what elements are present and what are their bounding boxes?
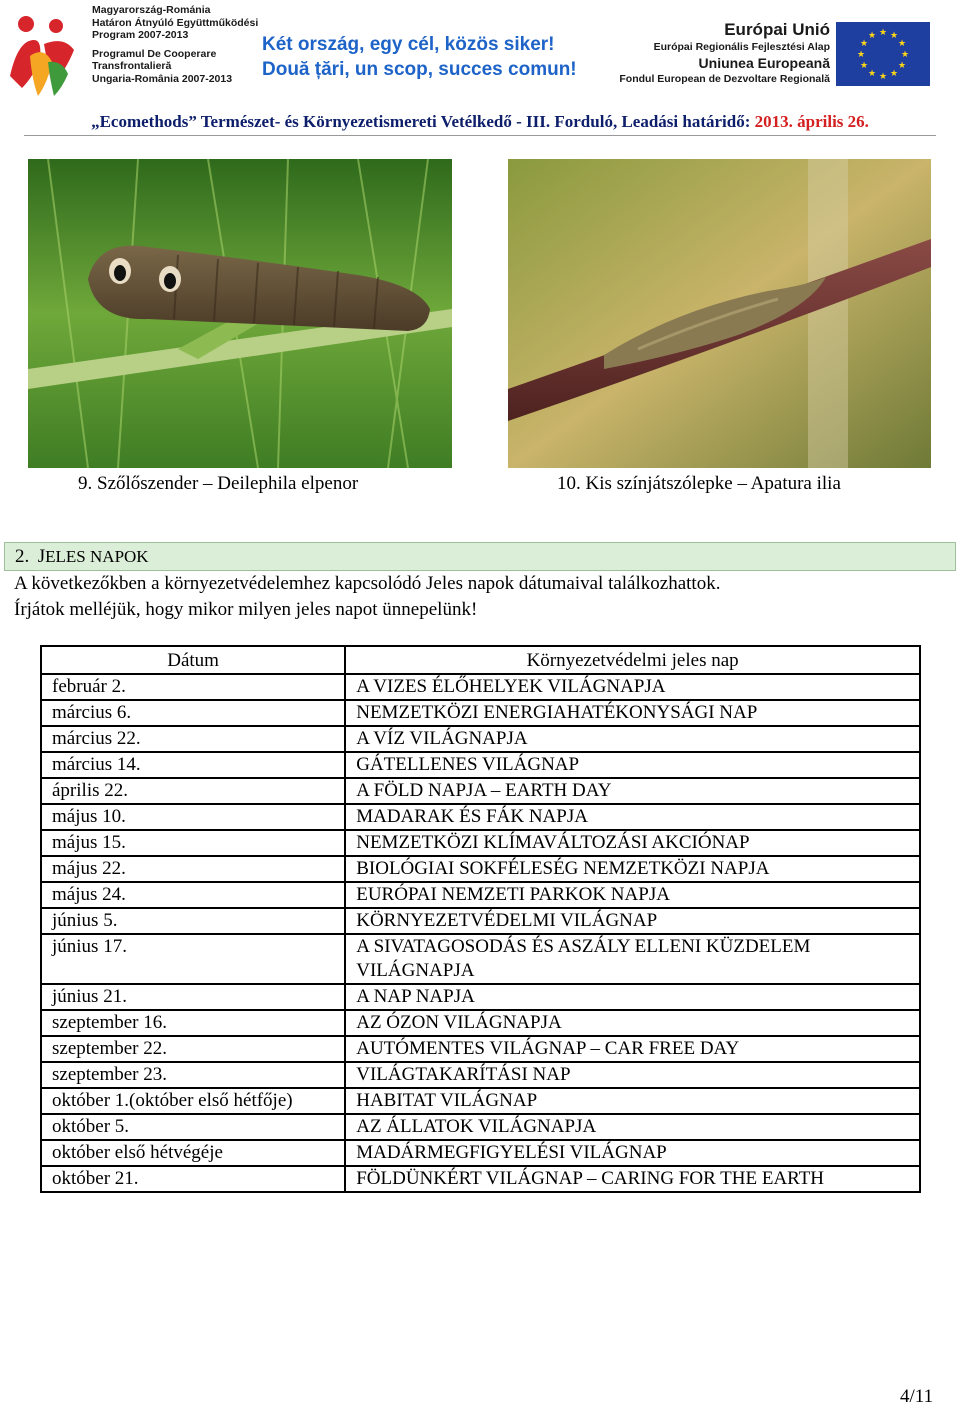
photo-caption-9: 9. Szőlőszender – Deilephila elpenor (78, 473, 359, 494)
page-header-title: „Ecomethods” Természet- és Környezetismereti Vetélkedő - III. Forduló, Leadási határidő: 2013. április 26. (91, 112, 869, 131)
jeles-nap-cell: NEMZETKÖZI KLÍMAVÁLTOZÁSI AKCIÓNAP (345, 830, 920, 856)
jeles-nap-cell: EURÓPAI NEMZETI PARKOK NAPJA (345, 882, 920, 908)
photo-elephant-hawk-moth-caterpillar (28, 159, 452, 468)
table-row (41, 830, 920, 856)
jeles-nap-cell: VILÁGTAKARÍTÁSI NAP (345, 1062, 920, 1088)
table-row (41, 726, 920, 752)
table-row (41, 984, 920, 1010)
date-cell: október első hétvégéje (41, 1140, 345, 1166)
date-cell: június 5. (41, 908, 345, 934)
slogan: Két ország, egy cél, közös siker! Două țări, un scop, succes comun! (262, 34, 577, 80)
jeles-nap-cell: HABITAT VILÁGNAP (345, 1088, 920, 1114)
eu-flag-icon (836, 22, 930, 86)
date-cell: október 5. (41, 1114, 345, 1140)
table-row (41, 1140, 920, 1166)
table-row (41, 856, 920, 882)
section-heading: 2. JELES NAPOK (4, 542, 956, 571)
table-row (41, 804, 920, 830)
date-cell: május 15. (41, 830, 345, 856)
jeles-nap-cell: A VIZES ÉLŐHELYEK VILÁGNAPJA (345, 674, 920, 700)
date-cell: szeptember 23. (41, 1062, 345, 1088)
table-row (41, 934, 920, 984)
svg-text:★: ★ (900, 50, 910, 60)
programme-logo (4, 6, 84, 98)
column-header-day: Környezetvédelmi jeles nap (345, 646, 920, 674)
table-row (41, 1036, 920, 1062)
date-cell: szeptember 16. (41, 1010, 345, 1036)
date-cell: május 22. (41, 856, 345, 882)
table-row (41, 1114, 920, 1140)
svg-text:★: ★ (897, 39, 907, 49)
table-row (41, 1010, 920, 1036)
header-divider (24, 135, 936, 136)
svg-text:★: ★ (897, 61, 907, 71)
svg-text:★: ★ (889, 31, 899, 41)
jeles-nap-cell: A NAP NAPJA (345, 984, 920, 1010)
date-cell: október 21. (41, 1166, 345, 1192)
table-row (41, 1166, 920, 1192)
jeles-nap-cell: MADÁRMEGFIGYELÉSI VILÁGNAP (345, 1140, 920, 1166)
date-cell: június 21. (41, 984, 345, 1010)
table-row (41, 674, 920, 700)
svg-text:★: ★ (867, 69, 877, 79)
jeles-nap-cell: MADARAK ÉS FÁK NAPJA (345, 804, 920, 830)
date-cell: március 14. (41, 752, 345, 778)
table-row (41, 700, 920, 726)
svg-text:★: ★ (859, 61, 869, 71)
jeles-nap-cell: A SIVATAGOSODÁS ÉS ASZÁLY ELLENI KÜZDELEM VILÁGNAPJA (345, 934, 920, 984)
eu-funding-text: Európai Unió Európai Regionális Fejlesztési Alap Uniunea Europeană Fondul European de Dezvoltare Regională (619, 20, 830, 85)
svg-text:★: ★ (856, 50, 866, 60)
jeles-nap-cell: GÁTELLENES VILÁGNAP (345, 752, 920, 778)
date-cell: március 22. (41, 726, 345, 752)
table-row (41, 778, 920, 804)
table-row (41, 1062, 920, 1088)
jeles-nap-cell: NEMZETKÖZI ENERGIAHATÉKONYSÁGI NAP (345, 700, 920, 726)
date-cell: október 1.(október első hétfője) (41, 1088, 345, 1114)
jeles-nap-cell: AUTÓMENTES VILÁGNAP – CAR FREE DAY (345, 1036, 920, 1062)
jeles-nap-cell: AZ ÓZON VILÁGNAPJA (345, 1010, 920, 1036)
jeles-nap-cell: BIOLÓGIAI SOKFÉLESÉG NEMZETKÖZI NAPJA (345, 856, 920, 882)
table-row (41, 1088, 920, 1114)
date-cell: április 22. (41, 778, 345, 804)
column-header-date: Dátum (41, 646, 345, 674)
date-cell: március 6. (41, 700, 345, 726)
photo-lesser-purple-emperor-caterpillar (508, 159, 931, 468)
table-row (41, 752, 920, 778)
programme-name: Magyarország-Románia Határon Átnyúló Együttműködési Program 2007-2013 Programul De Cooperare Transfrontalieră Ungaria-România 2007-2013 (92, 4, 259, 85)
jeles-nap-cell: FÖLDÜNKÉRT VILÁGNAP – CARING FOR THE EARTH (345, 1166, 920, 1192)
date-cell: február 2. (41, 674, 345, 700)
svg-text:★: ★ (878, 28, 888, 38)
table-row (41, 882, 920, 908)
section-intro: A következőkben a környezetvédelemhez kapcsolódó Jeles napok dátumaival találkozhattok. Írjátok melléjük, hogy mikor milyen jeles napot ünnepelünk! (14, 573, 721, 620)
header-banner (0, 0, 960, 108)
page-number: 4/11 (900, 1386, 934, 1407)
table-row (41, 908, 920, 934)
jeles-nap-cell: AZ ÁLLATOK VILÁGNAPJA (345, 1114, 920, 1140)
date-cell: május 24. (41, 882, 345, 908)
jeles-nap-cell: KÖRNYEZETVÉDELMI VILÁGNAP (345, 908, 920, 934)
table-header-row (41, 646, 920, 674)
date-cell: szeptember 22. (41, 1036, 345, 1062)
svg-text:★: ★ (859, 39, 869, 49)
date-cell: június 17. (41, 934, 345, 984)
svg-text:★: ★ (867, 31, 877, 41)
photo-caption-10: 10. Kis színjátszólepke – Apatura ilia (557, 473, 841, 494)
jeles-nap-cell: A VÍZ VILÁGNAPJA (345, 726, 920, 752)
date-cell: május 10. (41, 804, 345, 830)
svg-text:★: ★ (878, 72, 888, 82)
environmental-days-table (40, 645, 921, 1193)
jeles-nap-cell: A FÖLD NAPJA – EARTH DAY (345, 778, 920, 804)
svg-text:★: ★ (889, 69, 899, 79)
deadline-date: 2013. április 26. (754, 112, 869, 131)
